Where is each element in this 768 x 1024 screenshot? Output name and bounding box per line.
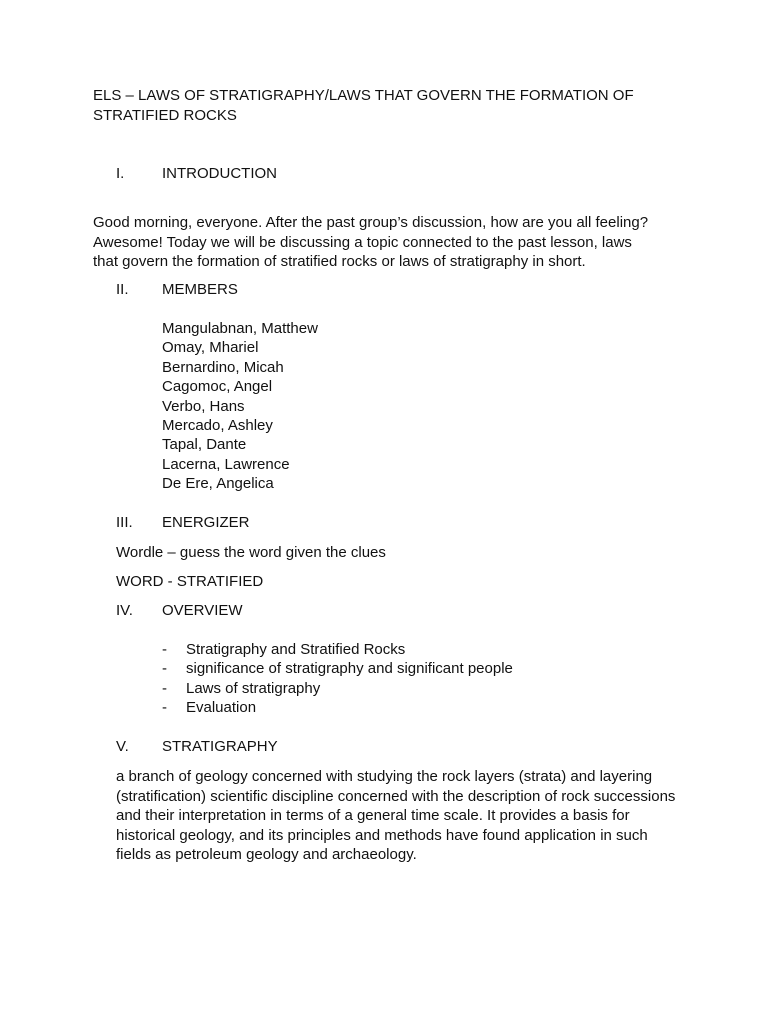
overview-item-text: Evaluation bbox=[186, 699, 257, 717]
section-number: V. bbox=[116, 738, 129, 755]
stratigraphy-paragraph: a branch of geology concerned with studying the rock layers (strata) and layering (stratification) scientific discipline concerned with the description of rock successions and their interpretation in terms of a general time scale. It provides a basis for historical geology, and its principles and methods have found application in such fields as petroleum geology and archaeology. bbox=[116, 768, 676, 863]
energizer-word: WORD - STRATIFIED bbox=[116, 573, 264, 590]
member-name: Cagomoc, Angel bbox=[162, 378, 273, 396]
member-name: Mercado, Ashley bbox=[162, 416, 273, 434]
members-list bbox=[162, 319, 318, 494]
section-number: III. bbox=[116, 514, 133, 531]
document-title: ELS – LAWS OF STRATIGRAPHY/LAWS THAT GOVERN THE FORMATION OF STRATIFIED ROCKS bbox=[93, 87, 634, 124]
bullet-dash: - bbox=[162, 699, 167, 717]
bullet-dash: - bbox=[162, 660, 167, 678]
energizer-description: Wordle – guess the word given the clues bbox=[116, 544, 386, 561]
bullet-dash: - bbox=[162, 679, 167, 697]
section-title: ENERGIZER bbox=[162, 514, 250, 531]
introduction-paragraph: Good morning, everyone. After the past group’s discussion, how are you all feeling? Awesome! Today we will be discussing a topic connected to the past lesson, laws that govern the formation of stratified rocks or laws of stratigraphy in short. bbox=[93, 214, 649, 270]
overview-item-text: significance of stratigraphy and significant people bbox=[186, 660, 513, 678]
section-number: I. bbox=[116, 165, 125, 182]
section-number: IV. bbox=[116, 602, 133, 619]
member-name: Bernardino, Micah bbox=[162, 358, 284, 376]
section-title: MEMBERS bbox=[162, 281, 238, 298]
member-name: Tapal, Dante bbox=[162, 436, 247, 454]
member-name: Mangulabnan, Matthew bbox=[162, 320, 318, 337]
section-title: STRATIGRAPHY bbox=[162, 738, 278, 755]
bullet-dash: - bbox=[162, 641, 167, 658]
member-name: Verbo, Hans bbox=[162, 397, 245, 415]
section-title: INTRODUCTION bbox=[162, 165, 277, 182]
section-title: OVERVIEW bbox=[162, 602, 243, 619]
overview-item-text: Stratigraphy and Stratified Rocks bbox=[186, 641, 406, 658]
member-name: Lacerna, Lawrence bbox=[162, 455, 290, 473]
member-name: De Ere, Angelica bbox=[162, 475, 274, 493]
overview-item-text: Laws of stratigraphy bbox=[186, 679, 321, 697]
member-name: Omay, Mhariel bbox=[162, 339, 259, 357]
section-number: II. bbox=[116, 281, 129, 298]
